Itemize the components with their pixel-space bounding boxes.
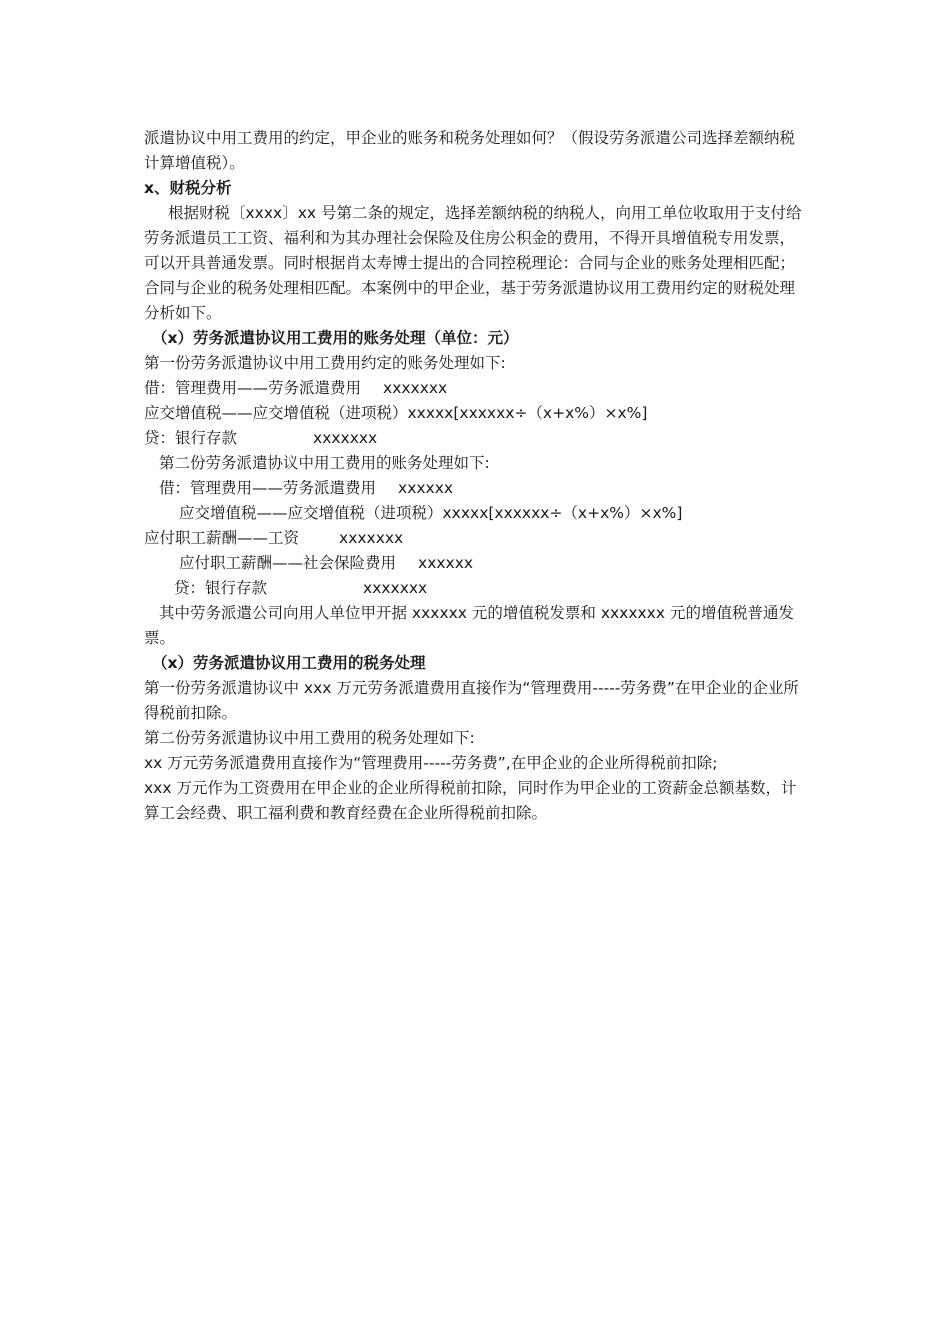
entry1-debit-line (144, 376, 806, 401)
entry2-debit-amount: xxxxxx (398, 479, 454, 497)
tax-second-line2: xxx 万元作为工资费用在甲企业的企业所得税前扣除，同时作为甲企业的工资薪金总额基数，计算工会经费、职工福利费和教育经费在企业所得税前扣除。 (144, 779, 797, 822)
entry2-social-label: 应付职工薪酬——社会保险费用 (179, 554, 397, 572)
entry2-credit-label: 贷：银行存款 (174, 579, 268, 597)
entry1-credit-line (144, 426, 806, 451)
entry2-debit-label: 借：管理费用——劳务派遣费用 (159, 479, 377, 497)
invoice-note: 其中劳务派遣公司向用人单位甲开据 xxxxxx 元的增值税发票和 xxxxxxx 元的增值税普通发票。 (144, 604, 794, 647)
entry1-vat-line: 应交增值税——应交增值税（进项税）xxxxx[xxxxxx÷（x+x%）×x%] (144, 404, 648, 422)
entry2-social-line (144, 551, 806, 576)
entry1-debit-label: 借：管理费用——劳务派遣费用 (144, 379, 362, 397)
first-contract-intro: 第一份劳务派遣协议中用工费用约定的账务处理如下: (144, 354, 506, 372)
tax-second-line1: xx 万元劳务派遣费用直接作为“管理费用-----劳务费”,在甲企业的企业所得税前扣除; (144, 754, 718, 772)
tax-heading: （x）劳务派遣协议用工费用的税务处理 (152, 654, 426, 672)
analysis-paragraph: 根据财税〔xxxx〕xx 号第二条的规定，选择差额纳税的纳税人，向用工单位收取用于支付给劳务派遣员工工资、福利和为其办理社会保险及住房公积金的费用，不得开具增值税专用发票，可以开具普通发票。同时根据肖太寿博士提出的合同控税理论：合同与企业的账务处理相匹配；合同与企业的税务处理相匹配。本案例中的甲企业，基于劳务派遣协议用工费用约定的财税处理分析如下。 (144, 204, 802, 322)
entry2-wage-amount: xxxxxxx (339, 529, 404, 547)
second-contract-intro: 第二份劳务派遣协议中用工费用的账务处理如下: (159, 454, 490, 472)
entry2-vat-line: 应交增值税——应交增值税（进项税）xxxxx[xxxxxx÷（x+x%）×x%] (179, 504, 683, 522)
tax-first-paragraph: 第一份劳务派遣协议中 xxx 万元劳务派遣费用直接作为“管理费用-----劳务费”在甲企业的企业所得税前扣除。 (144, 679, 799, 722)
intro-paragraph: 派遣协议中用工费用的约定，甲企业的账务和税务处理如何？（假设劳务派遣公司选择差额纳税计算增值税）。 (144, 129, 796, 172)
entry1-debit-amount: xxxxxxx (383, 379, 448, 397)
entry1-credit-amount: xxxxxxx (313, 429, 378, 447)
entry2-debit-line (144, 476, 806, 501)
document-body (144, 126, 806, 826)
entry2-social-amount: xxxxxx (418, 554, 474, 572)
accounting-heading: （x）劳务派遣协议用工费用的账务处理（单位：元） (152, 329, 519, 347)
entry2-credit-line (144, 576, 806, 601)
entry2-credit-amount: xxxxxxx (363, 579, 428, 597)
entry2-wage-label: 应付职工薪酬——工资 (144, 529, 300, 547)
section-heading: x、财税分析 (144, 179, 232, 197)
tax-second-intro: 第二份劳务派遣协议中用工费用的税务处理如下: (144, 729, 475, 747)
entry1-credit-label: 贷：银行存款 (144, 429, 238, 447)
entry2-wage-line (144, 526, 806, 551)
